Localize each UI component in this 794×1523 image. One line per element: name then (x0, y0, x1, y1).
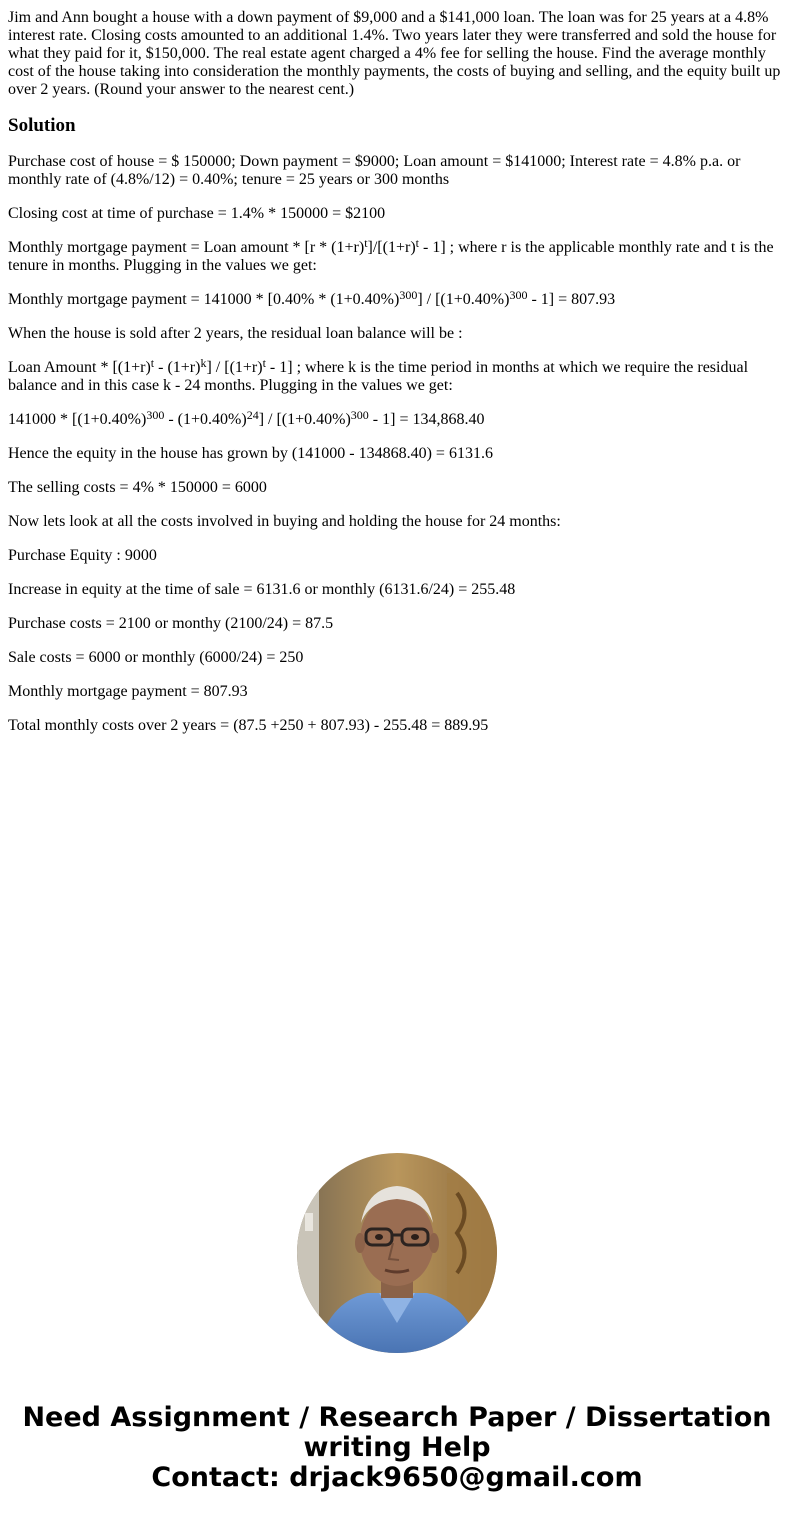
residual-intro: When the house is sold after 2 years, the residual loan balance will be : (8, 325, 463, 342)
residual-calculation (8, 408, 784, 429)
formula-part: - 1] = 807.93 (527, 291, 616, 308)
exponent: 300 (509, 288, 528, 302)
formula-part: ] / [(1+0.40%) (258, 411, 351, 428)
footer-line: Need Assignment / Research Paper / Dissertation (22, 1402, 772, 1433)
formula-part: - 1] ; where k is the time period in months at which we require the residual balance and in this case k - 24 months. Plugging in the values we get: (8, 359, 749, 394)
exponent: t (150, 356, 155, 370)
exponent: 300 (146, 408, 165, 422)
formula-part: Monthly mortgage payment = 141000 * [0.40% * (1+0.40%) (8, 291, 400, 308)
author-photo-icon (297, 1153, 497, 1353)
formula-part: - (1+r) (154, 359, 201, 376)
mortgage-calculation (8, 288, 784, 309)
closing-cost-line: Closing cost at time of purchase = 1.4% * 150000 = $2100 (8, 205, 386, 222)
monthly-payment: Monthly mortgage payment = 807.93 (8, 683, 248, 700)
formula-part: ] / [(1+0.40%) (417, 291, 510, 308)
exponent: 300 (399, 288, 418, 302)
solution-heading: Solution (8, 115, 76, 136)
formula-part: Monthly mortgage payment = Loan amount * [r * (1+r) (8, 239, 365, 256)
question-text: Jim and Ann bought a house with a down payment of $9,000 and a $141,000 loan. The loan was for 25 years at a 4.8% interest rate. Closing costs amounted to an additional 1.4%. Two years later they were transferred and sold the house for what they paid for it, $150,000. The real estate agent charged a 4% fee for selling the house. Find the average monthly cost of the house taking into consideration the monthly payments, the costs of buying and selling, and the equity built up over 2 years. (Round your answer to the nearest cent.) (8, 9, 781, 98)
formula-part: - (1+0.40%) (164, 411, 247, 428)
exponent: k (200, 356, 207, 370)
sale-costs: Sale costs = 6000 or monthly (6000/24) = 250 (8, 649, 304, 666)
equity-increase: Increase in equity at the time of sale = 6131.6 or monthly (6131.6/24) = 255.48 (8, 581, 516, 598)
purchase-details: Purchase cost of house = $ 150000; Down payment = $9000; Loan amount = $141000; Interest rate = 4.8% p.a. or monthly rate of (4.8%/12) = 0.40%; tenure = 25 years or 300 months (8, 153, 741, 188)
footer-line: writing Help (303, 1432, 491, 1463)
exponent: t (262, 356, 266, 370)
avatar-illustration (297, 1153, 497, 1353)
exponent: t (364, 236, 368, 250)
formula-part: - 1] = 134,868.40 (368, 411, 485, 428)
equity-growth: Hence the equity in the house has grown by (141000 - 134868.40) = 6131.6 (8, 445, 493, 462)
mortgage-formula (8, 236, 784, 275)
exponent: 300 (350, 408, 369, 422)
purchase-equity: Purchase Equity : 9000 (8, 547, 157, 564)
costs-intro: Now lets look at all the costs involved in buying and holding the house for 24 months: (8, 513, 561, 530)
formula-part: ] / [(1+r) (206, 359, 263, 376)
solution-document (8, 9, 784, 751)
formula-part: - 1] ; where r is the applicable monthly rate and t is the tenure in months. Plugging in the values we get: (8, 239, 774, 274)
contact-email: Contact: drjack9650@gmail.com (151, 1462, 643, 1493)
formula-part: Loan Amount * [(1+r) (8, 359, 151, 376)
formula-part: 141000 * [(1+0.40%) (8, 411, 147, 428)
formula-part: ]/[(1+r) (367, 239, 416, 256)
residual-formula (8, 356, 784, 395)
purchase-costs: Purchase costs = 2100 or monthy (2100/24) = 87.5 (8, 615, 334, 632)
exponent: t (415, 236, 419, 250)
exponent: 24 (246, 408, 259, 422)
contact-banner (0, 1403, 794, 1493)
total-monthly-costs: Total monthly costs over 2 years = (87.5 +250 + 807.93) - 255.48 = 889.95 (8, 717, 489, 734)
selling-costs: The selling costs = 4% * 150000 = 6000 (8, 479, 267, 496)
